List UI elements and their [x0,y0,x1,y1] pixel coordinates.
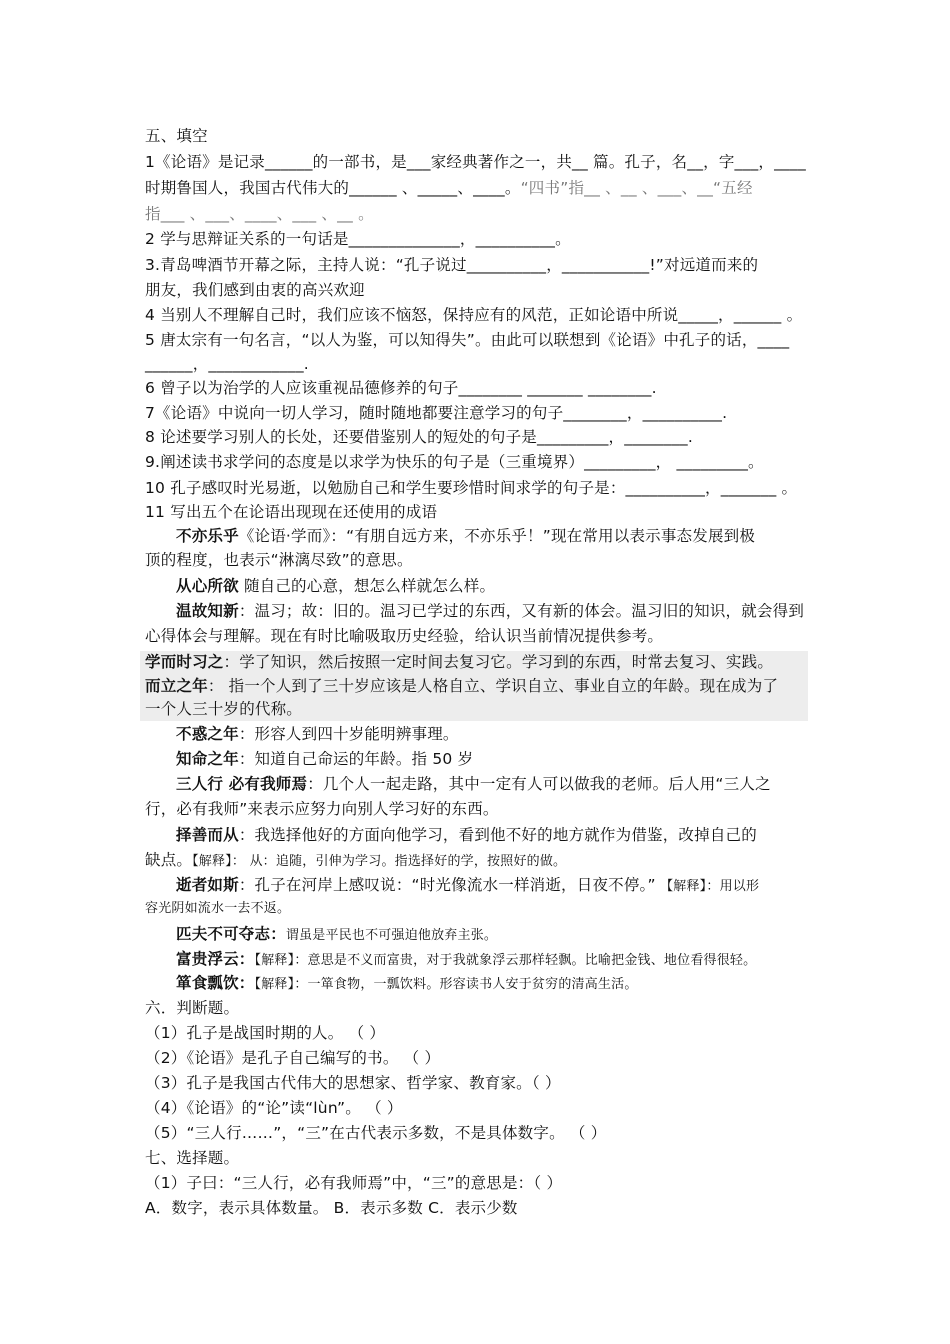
idiom-shizhe-line2: 容光阴如流水一去不返。 [145,901,291,916]
q1-line2-grey: “四书”指__ 、__ 、___、__“五经 [520,179,753,197]
idiom-zeshan-line2: 缺点。【解释】： 从：追随，引伸为学习。指选择好的学，按照好的做。 [145,851,567,869]
judge-item: （5）“三人行……”，“三”在古代表示多数，不是具体数字。 （ ） [145,1124,607,1142]
idiom-xueer: 学而时习之：学了知识，然后按照一定时间去复习它。学习到的东西，时常去复习、实践。 [145,653,774,671]
section7-heading: 七、选择题。 [145,1149,240,1167]
idiom-erli-line1: 而立之年： 指一个人到了三十岁应该是人格自立、学识自立、事业自立的年龄。现在成为了 [145,677,779,695]
q10: 10 孔子感叹时光易逝，以勉励自己和学生要珍惜时间求学的句子是：__________，_______ 。 [145,479,798,497]
judge-item: （3）孔子是我国古代伟大的思想家、哲学家、教育家。（ ） [145,1074,561,1092]
idiom-zeshan-line1: 择善而从：我选择他好的方面向他学习，看到他不好的地方就作为借鉴，改掉自己的 [176,826,757,844]
q1-line1: 1《论语》是记录______的一部书，是___家经典著作之一，共__ 篇。孔子，名__，字___，____ [145,153,806,171]
idiom-term: 逝者如斯 [176,876,239,894]
idiom-term: 学而时习之 [145,653,224,671]
idiom-danshi: 箪食瓢饮：【解释】：一箪食物，一瓢饮料。形容读书人安于贫穷的清高生活。 [176,974,638,992]
choice-q1-options: A．数字，表示具体数量。 B．表示多数 C．表示少数 [145,1199,518,1217]
idiom-erli-line2: 一个人三十岁的代称。 [145,700,303,718]
q7: 7《论语》中说向一切人学习，随时随地都要注意学习的句子________，__________. [145,404,728,422]
idiom-congxin: 从心所欲 随自己的心意，想怎么样就怎么样。 [176,577,496,595]
q1-line2: 时期鲁国人，我国古代伟大的______ 、_____、____。“四书”指__ 、__ 、___、__“五经 [145,179,753,197]
idiom-term: 匹夫不可夺志： [176,925,286,943]
section5-heading: 五、填空 [145,127,208,145]
q5-line2: ______，____________. [145,355,309,373]
judge-item: （4）《论语》的“论”读“lùn”。 （ ） [145,1099,403,1117]
idiom-term: 择善而从 [176,826,239,844]
idiom-shizhe-line1: 逝者如斯：孔子在河岸上感叹说：“时光像流水一样消逝，日夜不停。” 【解释】：用以形 [176,876,760,894]
idiom-buyi-line2: 顶的程度，也表示“淋漓尽致”的意思。 [145,551,413,569]
idiom-sanren-line2: 行，必有我师”来表示应努力向别人学习好的东西。 [145,800,499,818]
idiom-term: 知命之年 [176,750,239,768]
choice-q1: （1）子曰：“三人行，必有我师焉”中，“三”的意思是：（ ） [145,1174,563,1192]
idiom-sanren-line1: 三人行 必有我师焉：几个人一起走路，其中一定有人可以做我的老师。后人用“三人之 [176,775,771,793]
q9: 9.阐述读书求学问的态度是以求学为快乐的句子是（三重境界）_________， _________。 [145,453,764,471]
q3-line1: 3.青岛啤酒节开幕之际，主持人说：“孔子说过__________，___________!”对远道而来的 [145,256,759,274]
idiom-term: 富贵浮云： [176,950,255,968]
idiom-wengu-line1: 温故知新：温习；故：旧的。温习已学过的东西，又有新的体会。温习旧的知识，就会得到 [176,602,805,620]
q1-line3: 指___ 、___、____、___ 、__ 。 [145,205,374,223]
section6-heading: 六．判断题。 [145,999,240,1017]
judge-item: （1）孔子是战国时期的人。 （ ） [145,1024,386,1042]
idiom-term: 温故知新 [176,602,239,620]
q5-line1: 5 唐太宗有一句名言，“以人为鉴，可以知得失”。由此可以联想到《论语》中孔子的话，____ [145,331,790,349]
q2: 2 学与思辩证关系的一句话是______________，__________。 [145,230,571,248]
idiom-zhiming: 知命之年：知道自己命运的年龄。指 50 岁 [176,750,474,768]
q8: 8 论述要学习别人的长处，还要借鉴别人的短处的句子是_________，________. [145,428,693,446]
idiom-term: 三人行 必有我师焉 [176,775,308,793]
idiom-term: 从心所欲 [176,577,239,595]
idiom-term: 不惑之年 [176,725,239,743]
q3-line2: 朋友，我们感到由衷的高兴欢迎 [145,281,365,299]
q4: 4 当别人不理解自己时，我们应该不恼怒，保持应有的风范，正如论语中所说_____，______ 。 [145,306,803,324]
idiom-term: 而立之年 [145,677,208,695]
idiom-buhuo: 不惑之年：形容人到四十岁能明辨事理。 [176,725,459,743]
idiom-term: 不亦乐乎 [176,527,239,545]
q6: 6 曾子以为治学的人应该重视品德修养的句子________ _______ ________. [145,379,657,397]
idiom-wengu-line2: 心得体会与理解。现在有时比喻吸取历史经验，给认识当前情况提供参考。 [145,627,664,645]
idiom-fugui: 富贵浮云：【解释】：意思是不义而富贵，对于我就象浮云那样轻飘。比喻把金钱、地位看得很轻。 [176,950,757,968]
idiom-buyi-line1: 不亦乐乎《论语·学而》：“有朋自远方来，不亦乐乎！”现在常用以表示事态发展到极 [176,527,756,545]
judge-item: （2）《论语》是孔子自己编写的书。 （ ） [145,1049,441,1067]
idiom-pifu: 匹夫不可夺志：谓虽是平民也不可强迫他放弃主张。 [176,925,498,943]
q11: 11 写出五个在论语出现现在还使用的成语 [145,503,438,521]
idiom-term: 箪食瓢饮： [176,974,255,992]
